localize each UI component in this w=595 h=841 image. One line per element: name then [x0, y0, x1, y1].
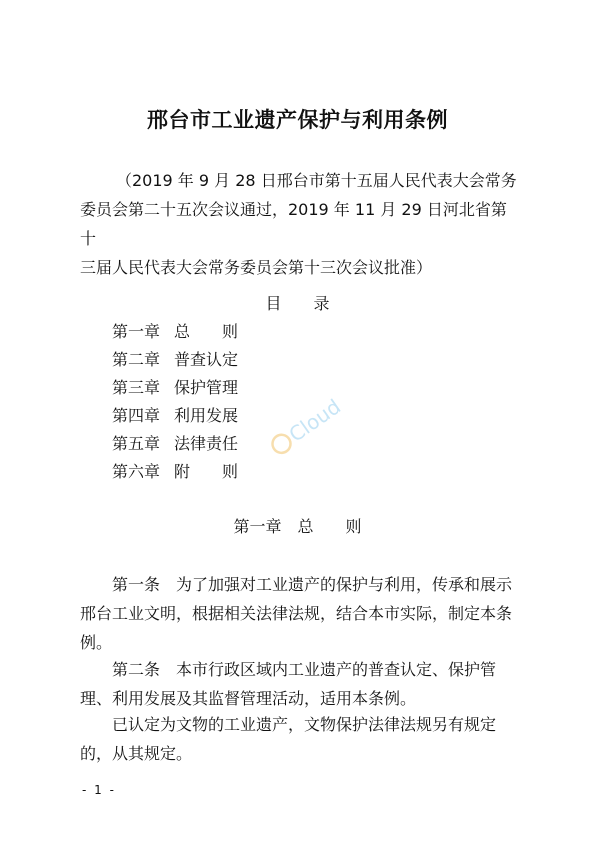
adoption-note-line-3: 三届人民代表大会常务委员会第十三次会议批准）: [80, 258, 433, 277]
adoption-note-line-1: （2019 年 9 月 28 日邢台市第十五届人民代表大会常务: [116, 171, 517, 190]
page-number: - 1 -: [82, 783, 116, 797]
toc-item: 第二章 普查认定: [112, 350, 239, 369]
toc-item: 第三章 保护管理: [112, 378, 239, 397]
toc-item: 第一章 总 则: [112, 322, 239, 341]
article-2-paragraph-2: 已认定为文物的工业遗产，文物保护法律法规另有规定的，从其规定。: [80, 715, 497, 763]
cloud-watermark-logo: [256, 378, 356, 468]
article-1: 第一条 为了加强对工业遗产的保护与利用，传承和展示邢台工业文明，根据相关法律法规，结合本市实际，制定本条例。: [80, 575, 513, 652]
adoption-note: [80, 166, 520, 282]
toc-item: 第四章 利用发展: [112, 406, 239, 425]
article-2: 第二条 本市行政区域内工业遗产的普查认定、保护管理、利用发展及其监督管理活动，适用本条例。: [80, 660, 497, 708]
chapter-heading: 第一章 总 则: [233, 517, 362, 536]
toc-item: 第六章 附 则: [112, 462, 239, 481]
table-of-contents: [112, 318, 238, 486]
watermark-text: Cloud: [284, 394, 346, 447]
toc-item: 第五章 法律责任: [112, 434, 239, 453]
document-title: 邢台市工业遗产保护与利用条例: [147, 108, 448, 132]
toc-heading: 目 录: [265, 294, 330, 313]
adoption-note-line-2: 委员会第二十五次会议通过，2019 年 11 月 29 日河北省第十: [80, 200, 507, 248]
